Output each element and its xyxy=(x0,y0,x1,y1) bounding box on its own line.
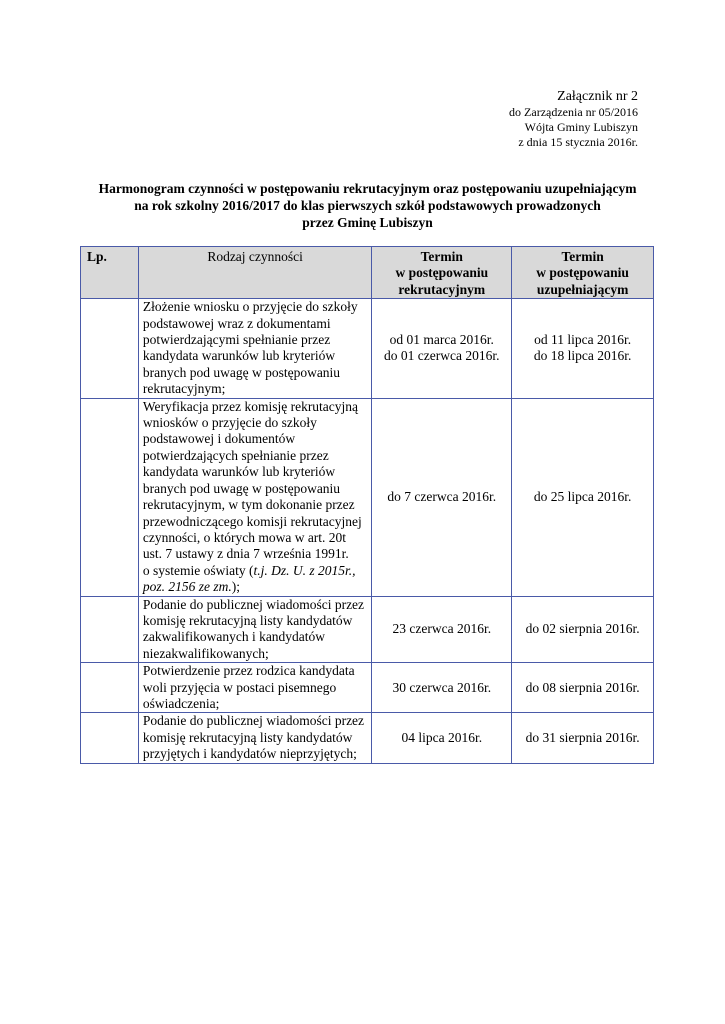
activity-line: Potwierdzenie przez rodzica kandydata xyxy=(142,663,355,679)
term-line: 23 czerwca 2016r. xyxy=(392,621,492,637)
activity-line: potwierdzających spełnianie przez xyxy=(142,447,329,463)
activity-line: Podanie do publicznej wiadomości przez xyxy=(142,596,365,612)
title-line-1: Harmonogram czynności w postępowaniu rekrutacyjnym oraz postępowaniu uzupełniającym xyxy=(98,181,637,196)
activity-line: ust. 7 ustawy z dnia 7 września 1991r. xyxy=(142,546,349,562)
row-recruitment-term xyxy=(372,299,512,398)
annex-ordinance: do Zarządzenia nr 05/2016 xyxy=(509,105,638,119)
term-line: do 08 sierpnia 2016r. xyxy=(525,679,640,695)
activity-line: komisję rekrutacyjną listy kandydatów xyxy=(142,612,353,628)
activity-line: kandydata warunków lub kryteriów xyxy=(142,464,336,480)
activity-line: kandydata warunków lub kryteriów xyxy=(142,348,336,364)
activity-line: branych pod uwagę w postępowaniu xyxy=(142,364,341,380)
activity-line: komisję rekrutacyjną listy kandydatów xyxy=(142,729,353,745)
term-line: 30 czerwca 2016r. xyxy=(392,679,492,695)
term-line: do 02 sierpnia 2016r. xyxy=(525,621,640,637)
schedule-table xyxy=(80,246,654,764)
title-line-2: na rok szkolny 2016/2017 do klas pierwszych szkół podstawowych prowadzonych xyxy=(134,198,601,213)
activity-line: Weryfikacja przez komisję rekrutacyjną xyxy=(142,398,359,414)
activity-line: podstawowej i dokumentów xyxy=(142,431,296,447)
activity-line: Złożenie wniosku o przyjęcie do szkoły xyxy=(142,299,358,315)
term-line: 04 lipca 2016r. xyxy=(401,729,483,745)
activity-line: potwierdzającymi spełnianie przez xyxy=(142,332,331,348)
header-term1-line: Termin xyxy=(420,249,463,264)
activity-line: przewodniczącego komisji rekrutacyjnej xyxy=(142,513,362,529)
table-row xyxy=(81,713,654,763)
term-line: do 18 lipca 2016r. xyxy=(533,348,632,364)
table-row xyxy=(81,596,654,663)
activity-line: Podanie do publicznej wiadomości przez xyxy=(142,713,365,729)
table-header-row xyxy=(81,247,654,299)
row-supplementary-term xyxy=(512,713,654,763)
activity-line: rekrutacyjnym; xyxy=(142,381,226,397)
row-lp xyxy=(81,663,139,713)
document-title xyxy=(80,180,655,231)
activity-line: czynności, o których mowa w art. 20t xyxy=(142,529,347,545)
activity-line: wniosków o przyjęcie do szkoły xyxy=(142,415,317,431)
activity-line: oświadczenia; xyxy=(142,695,220,711)
term-line: do 01 czerwca 2016r. xyxy=(384,348,500,364)
row-recruitment-term xyxy=(372,398,512,596)
header-lp: Lp. xyxy=(81,247,139,299)
activity-text: o systemie oświaty ( xyxy=(142,562,254,578)
header-activity: Rodzaj czynności xyxy=(138,247,372,299)
activity-text-end: ); xyxy=(231,579,240,595)
annex-date: z dnia 15 stycznia 2016r. xyxy=(518,135,638,149)
row-supplementary-term xyxy=(512,663,654,713)
term-line: do 7 czerwca 2016r. xyxy=(387,488,497,504)
activity-line: zakwalifikowanych i kandydatów xyxy=(142,629,326,645)
title-line-3: przez Gminę Lubiszyn xyxy=(302,215,433,230)
activity-line: branych pod uwagę w postępowaniu xyxy=(142,480,341,496)
annex-number: Załącznik nr 2 xyxy=(557,89,638,104)
header-term1-line: w postępowaniu xyxy=(395,265,489,281)
table-row xyxy=(81,663,654,713)
term-line: do 25 lipca 2016r. xyxy=(533,488,632,504)
row-activity xyxy=(138,596,372,663)
row-activity xyxy=(138,398,372,596)
activity-line: podstawowej wraz z dokumentami xyxy=(142,315,331,331)
row-lp xyxy=(81,713,139,763)
table-row xyxy=(81,398,654,596)
row-recruitment-term xyxy=(372,596,512,663)
activity-line: woli przyjęcia w postaci pisemnego xyxy=(142,679,337,695)
legal-citation: t.j. Dz. U. z 2015r., poz. 2156 ze zm. xyxy=(142,562,356,595)
row-supplementary-term xyxy=(512,596,654,663)
row-activity xyxy=(138,299,372,398)
header-term2-line: uzupełniającym xyxy=(536,281,629,297)
row-supplementary-term xyxy=(512,299,654,398)
table-row xyxy=(81,299,654,398)
activity-line-with-citation xyxy=(143,563,368,596)
activity-line: przyjętych i kandydatów nieprzyjętych; xyxy=(142,746,357,762)
term-line: do 31 sierpnia 2016r. xyxy=(525,729,640,745)
term-line: od 01 marca 2016r. xyxy=(389,332,494,348)
row-activity xyxy=(138,663,372,713)
header-term2-line: Termin xyxy=(561,249,604,264)
activity-line: niezakwalifikowanych; xyxy=(142,645,269,661)
row-activity xyxy=(138,713,372,763)
row-recruitment-term xyxy=(372,713,512,763)
term-line: od 11 lipca 2016r. xyxy=(534,332,632,348)
activity-line: rekrutacyjnym, w tym dokonanie przez xyxy=(142,497,355,513)
row-lp xyxy=(81,299,139,398)
annex-issuer: Wójta Gminy Lubiszyn xyxy=(524,120,638,134)
header-supplementary-term xyxy=(512,247,654,299)
row-supplementary-term xyxy=(512,398,654,596)
header-term2-line: w postępowaniu xyxy=(536,265,629,281)
row-recruitment-term xyxy=(372,663,512,713)
annex-header xyxy=(509,88,638,150)
row-lp xyxy=(81,596,139,663)
row-lp xyxy=(81,398,139,596)
header-recruitment-term xyxy=(372,247,512,299)
header-term1-line: rekrutacyjnym xyxy=(398,281,486,297)
